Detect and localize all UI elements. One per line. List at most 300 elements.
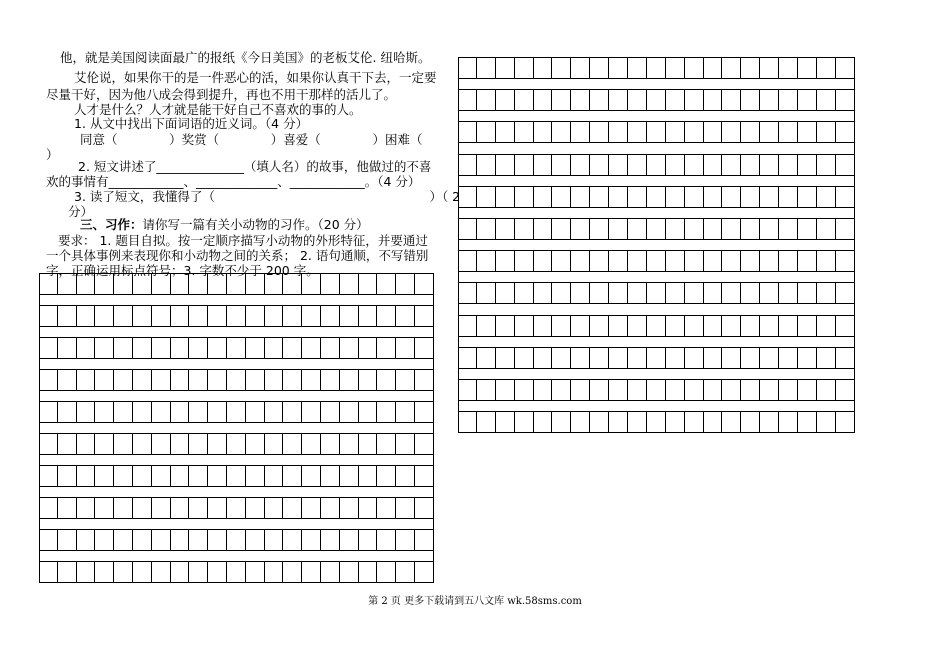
grid-cell[interactable] — [396, 529, 415, 551]
grid-cell[interactable] — [114, 305, 133, 327]
grid-cell[interactable] — [760, 186, 779, 208]
grid-cell[interactable] — [704, 315, 723, 337]
grid-cell[interactable] — [321, 497, 340, 519]
grid-cell[interactable] — [58, 369, 77, 391]
grid-cell[interactable] — [340, 529, 359, 551]
grid-cell[interactable] — [227, 529, 246, 551]
grid-cell[interactable] — [95, 561, 114, 583]
grid-cell[interactable] — [95, 305, 114, 327]
grid-cell[interactable] — [647, 411, 666, 433]
grid-cell[interactable] — [515, 347, 534, 369]
grid-cell[interactable] — [798, 379, 817, 401]
grid-cell[interactable] — [396, 433, 415, 455]
grid-cell[interactable] — [377, 305, 396, 327]
grid-cell[interactable] — [647, 250, 666, 272]
grid-cell[interactable] — [114, 433, 133, 455]
grid-cell[interactable] — [302, 305, 321, 327]
grid-cell[interactable] — [571, 89, 590, 111]
grid-cell[interactable] — [704, 250, 723, 272]
grid-cell[interactable] — [534, 250, 553, 272]
grid-cell[interactable] — [722, 250, 741, 272]
grid-cell[interactable] — [704, 57, 723, 79]
grid-cell[interactable] — [189, 433, 208, 455]
grid-cell[interactable] — [396, 273, 415, 295]
grid-cell[interactable] — [496, 315, 515, 337]
grid-cell[interactable] — [741, 315, 760, 337]
grid-cell[interactable] — [817, 282, 836, 304]
grid-cell[interactable] — [246, 465, 265, 487]
grid-cell[interactable] — [704, 347, 723, 369]
grid-cell[interactable] — [39, 561, 58, 583]
grid-cell[interactable] — [458, 315, 477, 337]
grid-cell[interactable] — [666, 218, 685, 240]
grid-cell[interactable] — [515, 154, 534, 176]
grid-cell[interactable] — [415, 369, 434, 391]
grid-cell[interactable] — [628, 411, 647, 433]
grid-cell[interactable] — [302, 561, 321, 583]
grid-cell[interactable] — [836, 186, 855, 208]
grid-cell[interactable] — [189, 337, 208, 359]
grid-cell[interactable] — [760, 347, 779, 369]
grid-cell[interactable] — [58, 561, 77, 583]
grid-cell[interactable] — [283, 465, 302, 487]
grid-cell[interactable] — [152, 401, 171, 423]
grid-cell[interactable] — [666, 315, 685, 337]
grid-cell[interactable] — [133, 433, 152, 455]
grid-cell[interactable] — [779, 89, 798, 111]
grid-cell[interactable] — [741, 154, 760, 176]
grid-cell[interactable] — [458, 89, 477, 111]
grid-cell[interactable] — [77, 497, 96, 519]
grid-cell[interactable] — [227, 305, 246, 327]
grid-cell[interactable] — [515, 411, 534, 433]
grid-cell[interactable] — [39, 305, 58, 327]
grid-cell[interactable] — [552, 379, 571, 401]
grid-cell[interactable] — [741, 379, 760, 401]
grid-cell[interactable] — [552, 154, 571, 176]
grid-cell[interactable] — [496, 121, 515, 143]
grid-cell[interactable] — [477, 89, 496, 111]
grid-cell[interactable] — [321, 369, 340, 391]
grid-cell[interactable] — [283, 337, 302, 359]
grid-cell[interactable] — [760, 282, 779, 304]
grid-cell[interactable] — [496, 379, 515, 401]
grid-cell[interactable] — [496, 250, 515, 272]
grid-cell[interactable] — [666, 411, 685, 433]
grid-cell[interactable] — [779, 57, 798, 79]
grid-cell[interactable] — [741, 347, 760, 369]
grid-cell[interactable] — [779, 411, 798, 433]
grid-cell[interactable] — [722, 347, 741, 369]
grid-cell[interactable] — [171, 497, 190, 519]
grid-cell[interactable] — [571, 250, 590, 272]
grid-cell[interactable] — [189, 401, 208, 423]
grid-cell[interactable] — [647, 57, 666, 79]
grid-cell[interactable] — [133, 305, 152, 327]
grid-cell[interactable] — [798, 315, 817, 337]
grid-cell[interactable] — [227, 433, 246, 455]
grid-cell[interactable] — [189, 369, 208, 391]
grid-cell[interactable] — [458, 218, 477, 240]
grid-cell[interactable] — [590, 411, 609, 433]
grid-cell[interactable] — [396, 369, 415, 391]
grid-cell[interactable] — [836, 57, 855, 79]
grid-cell[interactable] — [265, 529, 284, 551]
grid-cell[interactable] — [666, 57, 685, 79]
grid-cell[interactable] — [377, 465, 396, 487]
grid-cell[interactable] — [515, 89, 534, 111]
grid-cell[interactable] — [152, 561, 171, 583]
grid-cell[interactable] — [609, 121, 628, 143]
grid-cell[interactable] — [359, 433, 378, 455]
grid-cell[interactable] — [722, 379, 741, 401]
grid-cell[interactable] — [133, 497, 152, 519]
grid-cell[interactable] — [189, 497, 208, 519]
grid-cell[interactable] — [359, 561, 378, 583]
grid-cell[interactable] — [283, 497, 302, 519]
grid-cell[interactable] — [458, 57, 477, 79]
grid-cell[interactable] — [534, 315, 553, 337]
grid-cell[interactable] — [609, 89, 628, 111]
grid-cell[interactable] — [760, 121, 779, 143]
grid-cell[interactable] — [133, 401, 152, 423]
grid-cell[interactable] — [496, 347, 515, 369]
grid-cell[interactable] — [58, 401, 77, 423]
grid-cell[interactable] — [571, 154, 590, 176]
grid-cell[interactable] — [817, 379, 836, 401]
grid-cell[interactable] — [340, 369, 359, 391]
grid-cell[interactable] — [208, 561, 227, 583]
grid-cell[interactable] — [685, 379, 704, 401]
grid-cell[interactable] — [477, 411, 496, 433]
grid-cell[interactable] — [534, 411, 553, 433]
grid-cell[interactable] — [265, 465, 284, 487]
grid-cell[interactable] — [704, 379, 723, 401]
grid-cell[interactable] — [77, 273, 96, 295]
grid-cell[interactable] — [415, 401, 434, 423]
grid-cell[interactable] — [58, 305, 77, 327]
grid-cell[interactable] — [152, 529, 171, 551]
grid-cell[interactable] — [779, 218, 798, 240]
grid-cell[interactable] — [798, 186, 817, 208]
grid-cell[interactable] — [590, 379, 609, 401]
grid-cell[interactable] — [283, 369, 302, 391]
grid-cell[interactable] — [798, 89, 817, 111]
grid-cell[interactable] — [590, 315, 609, 337]
grid-cell[interactable] — [246, 497, 265, 519]
grid-cell[interactable] — [359, 337, 378, 359]
grid-cell[interactable] — [265, 561, 284, 583]
grid-cell[interactable] — [685, 186, 704, 208]
grid-cell[interactable] — [741, 282, 760, 304]
grid-cell[interactable] — [722, 186, 741, 208]
grid-cell[interactable] — [377, 369, 396, 391]
grid-cell[interactable] — [628, 154, 647, 176]
grid-cell[interactable] — [302, 401, 321, 423]
grid-cell[interactable] — [302, 337, 321, 359]
grid-cell[interactable] — [685, 218, 704, 240]
grid-cell[interactable] — [283, 401, 302, 423]
grid-cell[interactable] — [227, 497, 246, 519]
grid-cell[interactable] — [496, 282, 515, 304]
grid-cell[interactable] — [760, 315, 779, 337]
grid-cell[interactable] — [133, 337, 152, 359]
grid-cell[interactable] — [227, 337, 246, 359]
grid-cell[interactable] — [704, 282, 723, 304]
grid-cell[interactable] — [836, 250, 855, 272]
grid-cell[interactable] — [647, 154, 666, 176]
grid-cell[interactable] — [114, 529, 133, 551]
grid-cell[interactable] — [515, 379, 534, 401]
grid-cell[interactable] — [571, 218, 590, 240]
grid-cell[interactable] — [227, 465, 246, 487]
grid-cell[interactable] — [377, 561, 396, 583]
grid-cell[interactable] — [798, 121, 817, 143]
grid-cell[interactable] — [171, 369, 190, 391]
grid-cell[interactable] — [609, 154, 628, 176]
grid-cell[interactable] — [760, 57, 779, 79]
grid-cell[interactable] — [704, 154, 723, 176]
grid-cell[interactable] — [836, 282, 855, 304]
grid-cell[interactable] — [39, 497, 58, 519]
grid-cell[interactable] — [133, 273, 152, 295]
grid-cell[interactable] — [415, 465, 434, 487]
grid-cell[interactable] — [208, 433, 227, 455]
grid-cell[interactable] — [340, 433, 359, 455]
grid-cell[interactable] — [836, 154, 855, 176]
grid-cell[interactable] — [666, 89, 685, 111]
grid-cell[interactable] — [741, 186, 760, 208]
grid-cell[interactable] — [39, 401, 58, 423]
grid-cell[interactable] — [265, 273, 284, 295]
grid-cell[interactable] — [321, 529, 340, 551]
grid-cell[interactable] — [760, 154, 779, 176]
grid-cell[interactable] — [246, 273, 265, 295]
grid-cell[interactable] — [458, 186, 477, 208]
grid-cell[interactable] — [515, 250, 534, 272]
grid-cell[interactable] — [321, 273, 340, 295]
grid-cell[interactable] — [477, 250, 496, 272]
grid-cell[interactable] — [741, 121, 760, 143]
grid-cell[interactable] — [704, 186, 723, 208]
grid-cell[interactable] — [396, 337, 415, 359]
grid-cell[interactable] — [760, 89, 779, 111]
grid-cell[interactable] — [590, 347, 609, 369]
grid-cell[interactable] — [171, 529, 190, 551]
grid-cell[interactable] — [77, 305, 96, 327]
grid-cell[interactable] — [265, 401, 284, 423]
grid-cell[interactable] — [836, 315, 855, 337]
grid-cell[interactable] — [741, 411, 760, 433]
grid-cell[interactable] — [779, 315, 798, 337]
grid-cell[interactable] — [779, 250, 798, 272]
grid-cell[interactable] — [227, 561, 246, 583]
grid-cell[interactable] — [246, 369, 265, 391]
grid-cell[interactable] — [685, 89, 704, 111]
grid-cell[interactable] — [741, 57, 760, 79]
grid-cell[interactable] — [265, 433, 284, 455]
grid-cell[interactable] — [458, 379, 477, 401]
grid-cell[interactable] — [571, 347, 590, 369]
grid-cell[interactable] — [647, 347, 666, 369]
grid-cell[interactable] — [515, 282, 534, 304]
grid-cell[interactable] — [477, 379, 496, 401]
grid-cell[interactable] — [208, 273, 227, 295]
grid-cell[interactable] — [189, 465, 208, 487]
grid-cell[interactable] — [628, 379, 647, 401]
grid-cell[interactable] — [208, 369, 227, 391]
grid-cell[interactable] — [208, 401, 227, 423]
grid-cell[interactable] — [836, 89, 855, 111]
grid-cell[interactable] — [760, 411, 779, 433]
grid-cell[interactable] — [685, 154, 704, 176]
grid-cell[interactable] — [415, 529, 434, 551]
grid-cell[interactable] — [722, 411, 741, 433]
grid-cell[interactable] — [534, 379, 553, 401]
grid-cell[interactable] — [685, 315, 704, 337]
grid-cell[interactable] — [836, 379, 855, 401]
grid-cell[interactable] — [477, 282, 496, 304]
grid-cell[interactable] — [798, 154, 817, 176]
grid-cell[interactable] — [246, 337, 265, 359]
grid-cell[interactable] — [265, 497, 284, 519]
grid-cell[interactable] — [817, 411, 836, 433]
grid-cell[interactable] — [114, 401, 133, 423]
grid-cell[interactable] — [609, 218, 628, 240]
grid-cell[interactable] — [534, 218, 553, 240]
grid-cell[interactable] — [609, 347, 628, 369]
grid-cell[interactable] — [609, 250, 628, 272]
grid-cell[interactable] — [227, 369, 246, 391]
grid-cell[interactable] — [246, 561, 265, 583]
grid-cell[interactable] — [415, 497, 434, 519]
grid-cell[interactable] — [321, 465, 340, 487]
grid-cell[interactable] — [515, 218, 534, 240]
grid-cell[interactable] — [321, 401, 340, 423]
grid-cell[interactable] — [552, 282, 571, 304]
grid-cell[interactable] — [415, 561, 434, 583]
grid-cell[interactable] — [647, 186, 666, 208]
grid-cell[interactable] — [496, 218, 515, 240]
grid-cell[interactable] — [359, 497, 378, 519]
grid-cell[interactable] — [152, 337, 171, 359]
grid-cell[interactable] — [246, 401, 265, 423]
grid-cell[interactable] — [817, 121, 836, 143]
grid-cell[interactable] — [152, 465, 171, 487]
grid-cell[interactable] — [628, 218, 647, 240]
grid-cell[interactable] — [377, 273, 396, 295]
grid-cell[interactable] — [359, 529, 378, 551]
grid-cell[interactable] — [246, 433, 265, 455]
grid-cell[interactable] — [95, 401, 114, 423]
grid-cell[interactable] — [647, 121, 666, 143]
grid-cell[interactable] — [265, 305, 284, 327]
grid-cell[interactable] — [39, 433, 58, 455]
grid-cell[interactable] — [571, 282, 590, 304]
grid-cell[interactable] — [189, 529, 208, 551]
grid-cell[interactable] — [95, 433, 114, 455]
grid-cell[interactable] — [552, 250, 571, 272]
grid-cell[interactable] — [741, 89, 760, 111]
grid-cell[interactable] — [415, 433, 434, 455]
grid-cell[interactable] — [377, 433, 396, 455]
grid-cell[interactable] — [496, 186, 515, 208]
grid-cell[interactable] — [58, 273, 77, 295]
grid-cell[interactable] — [458, 121, 477, 143]
grid-cell[interactable] — [77, 465, 96, 487]
grid-cell[interactable] — [836, 218, 855, 240]
grid-cell[interactable] — [133, 561, 152, 583]
grid-cell[interactable] — [396, 305, 415, 327]
grid-cell[interactable] — [496, 154, 515, 176]
grid-cell[interactable] — [359, 401, 378, 423]
grid-cell[interactable] — [321, 561, 340, 583]
grid-cell[interactable] — [609, 57, 628, 79]
grid-cell[interactable] — [171, 465, 190, 487]
grid-cell[interactable] — [704, 218, 723, 240]
grid-cell[interactable] — [114, 497, 133, 519]
grid-cell[interactable] — [590, 250, 609, 272]
grid-cell[interactable] — [283, 561, 302, 583]
grid-cell[interactable] — [571, 186, 590, 208]
grid-cell[interactable] — [114, 337, 133, 359]
grid-cell[interactable] — [321, 433, 340, 455]
grid-cell[interactable] — [590, 89, 609, 111]
grid-cell[interactable] — [609, 186, 628, 208]
grid-cell[interactable] — [798, 250, 817, 272]
grid-cell[interactable] — [817, 186, 836, 208]
grid-cell[interactable] — [685, 347, 704, 369]
grid-cell[interactable] — [208, 529, 227, 551]
grid-cell[interactable] — [265, 337, 284, 359]
grid-cell[interactable] — [760, 218, 779, 240]
grid-cell[interactable] — [152, 497, 171, 519]
grid-cell[interactable] — [779, 347, 798, 369]
grid-cell[interactable] — [647, 315, 666, 337]
grid-cell[interactable] — [666, 186, 685, 208]
grid-cell[interactable] — [396, 561, 415, 583]
grid-cell[interactable] — [302, 465, 321, 487]
grid-cell[interactable] — [722, 121, 741, 143]
grid-cell[interactable] — [779, 186, 798, 208]
grid-cell[interactable] — [571, 57, 590, 79]
grid-cell[interactable] — [58, 433, 77, 455]
grid-cell[interactable] — [817, 154, 836, 176]
grid-cell[interactable] — [377, 497, 396, 519]
grid-cell[interactable] — [552, 57, 571, 79]
grid-cell[interactable] — [95, 273, 114, 295]
grid-cell[interactable] — [590, 154, 609, 176]
grid-cell[interactable] — [798, 282, 817, 304]
grid-cell[interactable] — [458, 282, 477, 304]
grid-cell[interactable] — [647, 379, 666, 401]
grid-cell[interactable] — [377, 529, 396, 551]
grid-cell[interactable] — [741, 250, 760, 272]
grid-cell[interactable] — [534, 57, 553, 79]
grid-cell[interactable] — [760, 379, 779, 401]
grid-cell[interactable] — [552, 89, 571, 111]
grid-cell[interactable] — [95, 465, 114, 487]
grid-cell[interactable] — [515, 57, 534, 79]
grid-cell[interactable] — [628, 121, 647, 143]
grid-cell[interactable] — [208, 337, 227, 359]
grid-cell[interactable] — [666, 282, 685, 304]
grid-cell[interactable] — [779, 282, 798, 304]
grid-cell[interactable] — [628, 282, 647, 304]
grid-cell[interactable] — [552, 218, 571, 240]
grid-cell[interactable] — [609, 379, 628, 401]
grid-cell[interactable] — [741, 218, 760, 240]
